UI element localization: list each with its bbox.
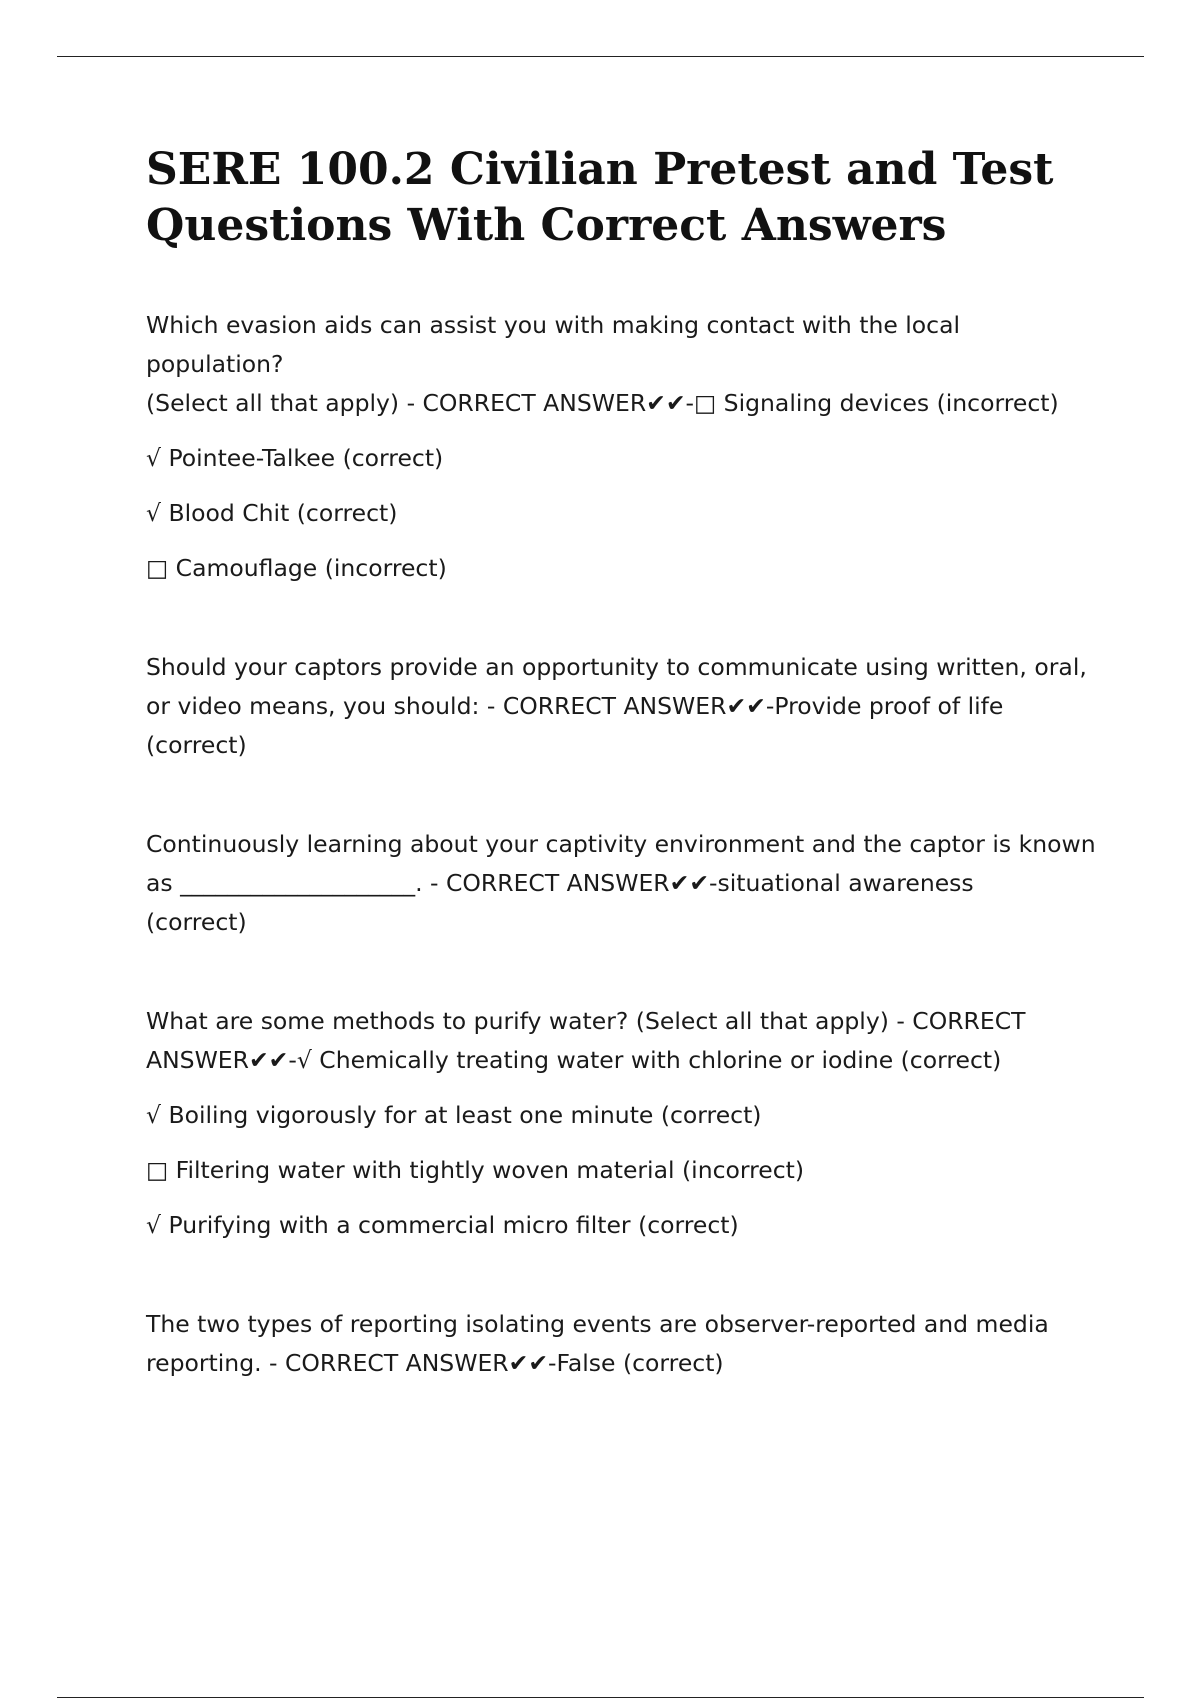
question-block: [146, 825, 1096, 942]
question-text: [146, 648, 1096, 765]
answer-option: √ Boiling vigorously for at least one minute (correct): [146, 1101, 762, 1129]
text-line: Continuously learning about your captivity environment and the captor is known: [146, 830, 1096, 858]
answer-option: √ Pointee-Talkee (correct): [146, 444, 444, 472]
question-text: [146, 1305, 1096, 1383]
text-line: Should your captors provide an opportunity to communicate using written, oral,: [146, 653, 1087, 681]
text-line: (Select all that apply) - CORRECT ANSWER✔✔-□ Signaling devices (incorrect): [146, 389, 1059, 417]
document-title: [146, 142, 1096, 254]
text-line: (correct): [146, 731, 247, 759]
title-line-2: Questions With Correct Answers: [146, 200, 947, 251]
text-line: Which evasion aids can assist you with making contact with the local population?: [146, 311, 968, 378]
question-block: [146, 648, 1096, 765]
question-block: [146, 1002, 1096, 1245]
text-line: What are some methods to purify water? (Select all that apply) - CORRECT: [146, 1007, 1026, 1035]
question-block: [146, 306, 1096, 588]
question-text: [146, 1002, 1096, 1080]
text-line: or video means, you should: - CORRECT ANSWER✔✔-Provide proof of life: [146, 692, 1004, 720]
answer-option: √ Blood Chit (correct): [146, 499, 398, 527]
text-line: as ____________________. - CORRECT ANSWER✔✔-situational awareness: [146, 869, 974, 897]
answer-option: □ Filtering water with tightly woven material (incorrect): [146, 1156, 805, 1184]
question-block: [146, 1305, 1096, 1383]
text-line: (correct): [146, 908, 247, 936]
text-line: The two types of reporting isolating events are observer-reported and media: [146, 1310, 1049, 1338]
top-divider: [57, 56, 1144, 57]
bottom-divider: [57, 1697, 1144, 1698]
question-text: [146, 825, 1096, 942]
document-body: [146, 142, 1096, 1399]
text-line: reporting. - CORRECT ANSWER✔✔-False (correct): [146, 1349, 724, 1377]
answer-option: □ Camouflage (incorrect): [146, 554, 447, 582]
question-text: [146, 306, 1096, 423]
answer-option: √ Purifying with a commercial micro filter (correct): [146, 1211, 739, 1239]
title-line-1: SERE 100.2 Civilian Pretest and Test: [146, 144, 1054, 195]
text-line: ANSWER✔✔-√ Chemically treating water with chlorine or iodine (correct): [146, 1046, 1002, 1074]
